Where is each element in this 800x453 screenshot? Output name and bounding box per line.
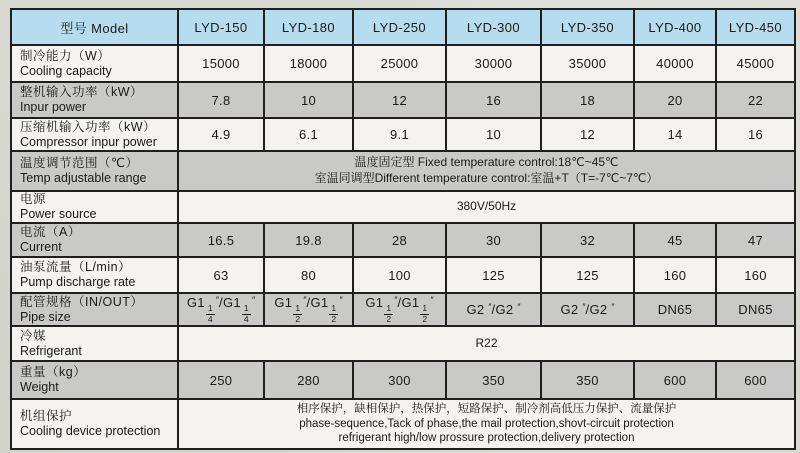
- row-label: [11, 399, 178, 449]
- power-source-span-cell: [178, 191, 795, 223]
- value-cell: 19.8: [264, 223, 353, 257]
- power-source-value: 380V/50Hz: [456, 199, 517, 214]
- value-cell: 28: [353, 223, 446, 257]
- protection-line: refrigerant high/low prossure protection,delivery protection: [338, 432, 635, 445]
- protection-line: 相序保护，缺相保护，热保护，短路保护、制冷剂高低压力保护、流量保护: [296, 402, 677, 415]
- row-label-en: Cooling device protection: [20, 424, 161, 438]
- row-label: [11, 361, 178, 399]
- row-label-en: Pipe size: [20, 309, 71, 324]
- value-cell: 250: [178, 361, 264, 399]
- fraction: $\frac{1}{2}$: [295, 303, 301, 324]
- fraction: $\frac{1}{2}$: [331, 303, 337, 324]
- inch-mark: ″: [339, 295, 343, 306]
- inch-mark: ″: [611, 302, 615, 312]
- inch-mark: ″: [303, 295, 307, 306]
- value-cell: 160: [634, 257, 716, 293]
- inch-mark: ″: [430, 295, 434, 306]
- model-header-cell: 型号 Model: [11, 9, 178, 45]
- pipe-size-cell: G1 $\frac{1}{2}$ ″/G1 $\frac{1}{2}$ ″: [353, 293, 446, 326]
- row-label-en: Temp adjustable range: [20, 171, 147, 185]
- column-header-lyd-250: LYD-250: [353, 9, 446, 45]
- row-input-power: [11, 82, 795, 118]
- value-cell: 600: [716, 361, 795, 399]
- fraction: $\frac{1}{2}$: [422, 303, 428, 324]
- value-cell: 22: [716, 82, 795, 118]
- row-pump-discharge-rate: [11, 257, 795, 293]
- row-refrigerant: [11, 326, 795, 361]
- value-cell: 30: [446, 223, 541, 257]
- value-cell: 15000: [178, 45, 264, 82]
- value-cell: 10: [446, 118, 541, 151]
- fraction: $\frac{1}{2}$: [386, 303, 392, 324]
- value-cell: 45000: [716, 45, 795, 82]
- value-cell: 600: [634, 361, 716, 399]
- value-cell: 40000: [634, 45, 716, 82]
- row-label-zh: 机组保护: [20, 409, 73, 424]
- value-cell: 125: [541, 257, 634, 293]
- temp-range-line: 室温同调型Different temperature control:室温+T（T=-7℃~7℃）: [314, 171, 659, 185]
- row-label-zh: 重量（kg）: [20, 365, 87, 380]
- row-label-zh: 配管规格（IN/OUT）: [20, 294, 144, 309]
- value-cell: 12: [353, 82, 446, 118]
- value-cell: 14: [634, 118, 716, 151]
- column-header-lyd-450: LYD-450: [716, 9, 795, 45]
- row-label-en: Cooling capacity: [20, 63, 112, 78]
- inch-mark: ″: [488, 302, 492, 312]
- value-cell: 4.9: [178, 118, 264, 151]
- protection-span-cell: [178, 399, 795, 449]
- row-label: [11, 82, 178, 118]
- row-label-zh: 电源: [20, 192, 47, 207]
- temp-range-span-cell: [178, 151, 795, 191]
- row-label-en: Compressor inpur power: [20, 134, 157, 149]
- row-power-source: [11, 191, 795, 223]
- column-header-lyd-300: LYD-300: [446, 9, 541, 45]
- refrigerant-value: R22: [475, 335, 498, 350]
- refrigerant-span-cell: [178, 326, 795, 361]
- inch-mark: ″: [582, 302, 586, 312]
- row-label: [11, 257, 178, 293]
- value-cell: 20: [634, 82, 716, 118]
- row-label: [11, 45, 178, 82]
- row-compressor-input-power: [11, 118, 795, 151]
- row-weight: [11, 361, 795, 399]
- value-cell: 12: [541, 118, 634, 151]
- temp-range-line: 温度固定型 Fixed temperature control:18℃~45℃: [354, 155, 619, 170]
- value-cell: 35000: [541, 45, 634, 82]
- value-cell: 125: [446, 257, 541, 293]
- value-cell: 9.1: [353, 118, 446, 151]
- pipe-size-cell: G2 ″/G2 ″: [446, 293, 541, 326]
- column-header-lyd-400: LYD-400: [634, 9, 716, 45]
- row-current: [11, 223, 795, 257]
- row-label: [11, 191, 178, 223]
- column-header-lyd-180: LYD-180: [264, 9, 353, 45]
- inch-mark: ″: [215, 295, 220, 306]
- value-cell: 280: [264, 361, 353, 399]
- row-label: [11, 151, 178, 191]
- header-row: [11, 9, 795, 45]
- value-cell: 350: [541, 361, 634, 399]
- row-label: [11, 326, 178, 361]
- value-cell: 16: [716, 118, 795, 151]
- value-cell: 45: [634, 223, 716, 257]
- value-cell: 18: [541, 82, 634, 118]
- row-pipe-size: [11, 293, 795, 326]
- row-label-zh: 油泵流量（L/min）: [20, 260, 132, 275]
- pipe-size-cell: G2 ″/G2 ″: [541, 293, 634, 326]
- row-label-zh: 冷媒: [20, 328, 47, 343]
- pipe-size-cell: G1 $\frac{1}{2}$ ″/G1 $\frac{1}{2}$ ″: [264, 293, 353, 326]
- value-cell: 16: [446, 82, 541, 118]
- pipe-size-cell: DN65: [634, 293, 716, 326]
- row-temp-adjustable-range: [11, 151, 795, 191]
- value-cell: 47: [716, 223, 795, 257]
- value-cell: 32: [541, 223, 634, 257]
- value-cell: 10: [264, 82, 353, 118]
- value-cell: 100: [353, 257, 446, 293]
- row-cooling-capacity: [11, 45, 795, 82]
- row-label-zh: 制冷能力（W）: [20, 48, 111, 63]
- value-cell: 80: [264, 257, 353, 293]
- row-label: [11, 223, 178, 257]
- row-label-en: Refrigerant: [20, 343, 82, 358]
- row-label-en: Current: [20, 240, 62, 254]
- pipe-size-cell: DN65: [716, 293, 795, 326]
- row-label-en: Power source: [20, 207, 97, 221]
- value-cell: 160: [716, 257, 795, 293]
- row-label-zh: 温度调节范围（℃）: [20, 156, 139, 171]
- row-label-en: Weight: [20, 380, 59, 394]
- column-header-lyd-150: LYD-150: [178, 9, 264, 45]
- row-protection: [11, 399, 795, 449]
- spec-table: [10, 8, 796, 450]
- inch-mark: ″: [517, 302, 521, 312]
- protection-line: phase-sequence,Tack of phase,the mail protection,shovt-circuit protection: [299, 417, 674, 430]
- fraction: $\frac{1}{4}$: [243, 303, 249, 324]
- value-cell: 6.1: [264, 118, 353, 151]
- value-cell: 16.5: [178, 223, 264, 257]
- column-header-lyd-350: LYD-350: [541, 9, 634, 45]
- value-cell: 30000: [446, 45, 541, 82]
- value-cell: 7.8: [178, 82, 264, 118]
- row-label: [11, 118, 178, 151]
- row-label-en: Pump discharge rate: [20, 275, 136, 289]
- value-cell: 350: [446, 361, 541, 399]
- inch-mark: ″: [251, 295, 256, 306]
- row-label-zh: 整机输入功率（kW）: [20, 85, 144, 100]
- row-label-zh: 压缩机输入功率（kW）: [20, 119, 157, 134]
- row-label-zh: 电流（A）: [20, 225, 81, 240]
- value-cell: 25000: [353, 45, 446, 82]
- fraction: $\frac{1}{4}$: [207, 303, 213, 324]
- value-cell: 18000: [264, 45, 353, 82]
- row-label: [11, 293, 178, 326]
- value-cell: 300: [353, 361, 446, 399]
- pipe-size-cell: G1 $\frac{1}{4}$ ″/G1 $\frac{1}{4}$ ″: [178, 293, 264, 326]
- row-label-en: Inpur power: [20, 100, 87, 114]
- inch-mark: ″: [394, 295, 398, 306]
- value-cell: 63: [178, 257, 264, 293]
